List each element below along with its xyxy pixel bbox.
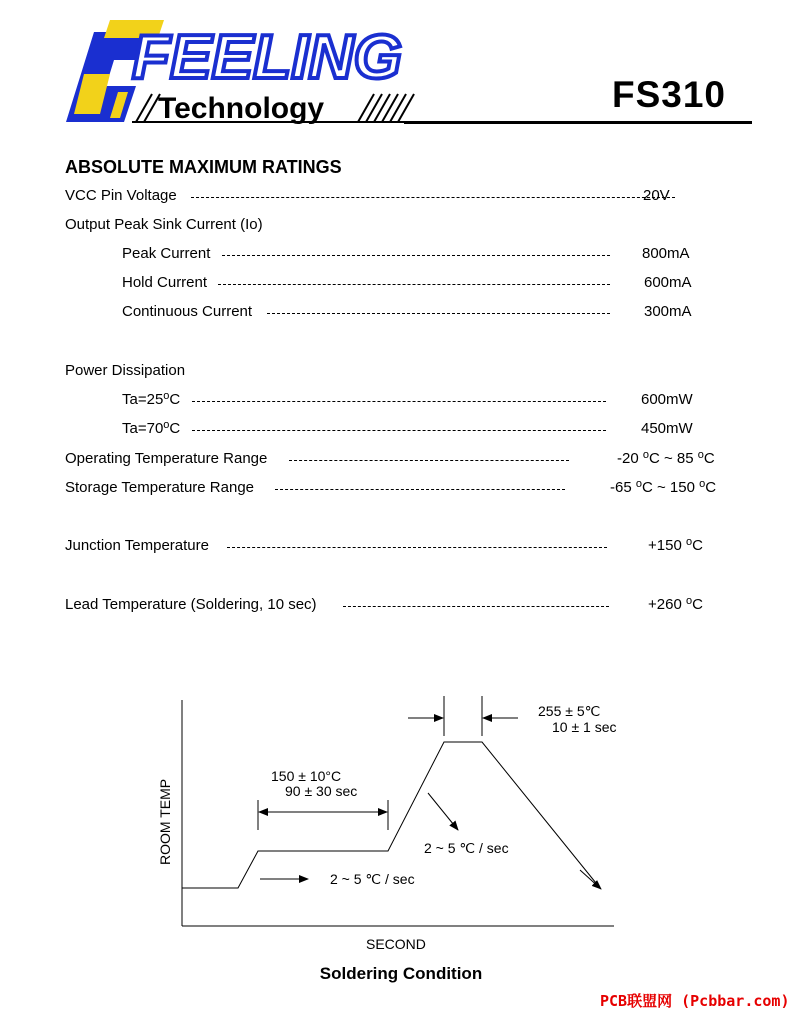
rating-row-storage-temp [65, 479, 725, 497]
rating-label: Output Peak Sink Current (Io) [65, 216, 263, 233]
ramp-rate-2-label: 2 ~ 5 ℃ / sec [424, 840, 509, 856]
y-axis-label: ROOM TEMP [157, 778, 173, 865]
ramp-rate-1-label: 2 ~ 5 ℃ / sec [330, 871, 415, 887]
rating-row-junction-temp [65, 537, 725, 555]
rating-value: 600mA [644, 274, 692, 291]
rating-value: -20 $^o$C ~ 85 $^o$C [617, 449, 715, 467]
diagram-caption: Soldering Condition [319, 964, 483, 983]
ramp-arrow-2 [428, 793, 458, 830]
leader-dots [191, 197, 675, 198]
leader-dots [218, 284, 610, 285]
leader-dots [192, 430, 606, 431]
rating-label: Power Dissipation [65, 362, 186, 379]
leader-dots [289, 460, 569, 461]
preheat-temp-label: 150 ± 10°C [271, 768, 342, 784]
rating-row-ta25 [122, 391, 702, 409]
peak-time-label: 10 ± 1 sec [552, 719, 617, 735]
rating-row-power-dissipation [65, 362, 365, 380]
leader-dots [275, 489, 565, 490]
rating-row-hold-current [122, 274, 702, 292]
rating-row-output-peak [65, 216, 365, 234]
watermark: PCB联盟网 (Pcbbar.com) [600, 992, 790, 1010]
rating-row-lead-temp [65, 596, 725, 614]
rating-label: Continuous Current [122, 303, 253, 320]
rating-value: +260 $^o$C [648, 595, 703, 613]
rating-label: Hold Current [122, 274, 208, 291]
soldering-profile-diagram [140, 690, 640, 965]
leader-dots [227, 547, 607, 548]
leader-dots [222, 255, 610, 256]
rating-label: VCC Pin Voltage [65, 187, 177, 204]
rating-label: Operating Temperature Range [65, 450, 268, 467]
rating-row-continuous-current [122, 303, 702, 321]
cooling-arrow [580, 870, 601, 889]
rating-label: $Ta=70^oC$ [122, 419, 181, 437]
part-number: FS310 [612, 74, 727, 115]
temperature-profile-line [182, 742, 600, 888]
leader-dots [343, 606, 609, 607]
header-divider [404, 121, 752, 124]
logo-subtext: Technology [158, 92, 325, 125]
section-title: ABSOLUTE MAXIMUM RATINGS [65, 157, 342, 177]
rating-label: $Ta=25^oC$ [122, 390, 181, 408]
rating-value: 20V [643, 187, 670, 204]
preheat-time-label: 90 ± 30 sec [285, 783, 358, 799]
rating-row-operating-temp [65, 450, 725, 468]
logo-wordmark: FEELING [132, 23, 402, 92]
rating-label: Junction Temperature [65, 537, 209, 554]
feeling-technology-logo [66, 14, 426, 126]
rating-value: 300mA [644, 303, 692, 320]
rating-value: 600mW [641, 391, 693, 408]
leader-dots [267, 313, 610, 314]
rating-label: Lead Temperature (Soldering, 10 sec) [65, 596, 317, 613]
peak-temp-label: 255 ± 5℃ [538, 703, 601, 719]
rating-value: 800mA [642, 245, 690, 262]
rating-row-vcc [65, 187, 705, 205]
rating-row-ta70 [122, 420, 702, 438]
leader-dots [192, 401, 606, 402]
rating-label: Storage Temperature Range [65, 479, 255, 496]
rating-label: Peak Current [122, 245, 211, 262]
rating-value: 450mW [641, 420, 693, 437]
rating-row-peak-current [122, 245, 702, 263]
x-axis-label: SECOND [366, 936, 426, 952]
rating-value: -65 $^o$C ~ 150 $^o$C [610, 478, 717, 496]
rating-value: +150 $^o$C [648, 536, 703, 554]
